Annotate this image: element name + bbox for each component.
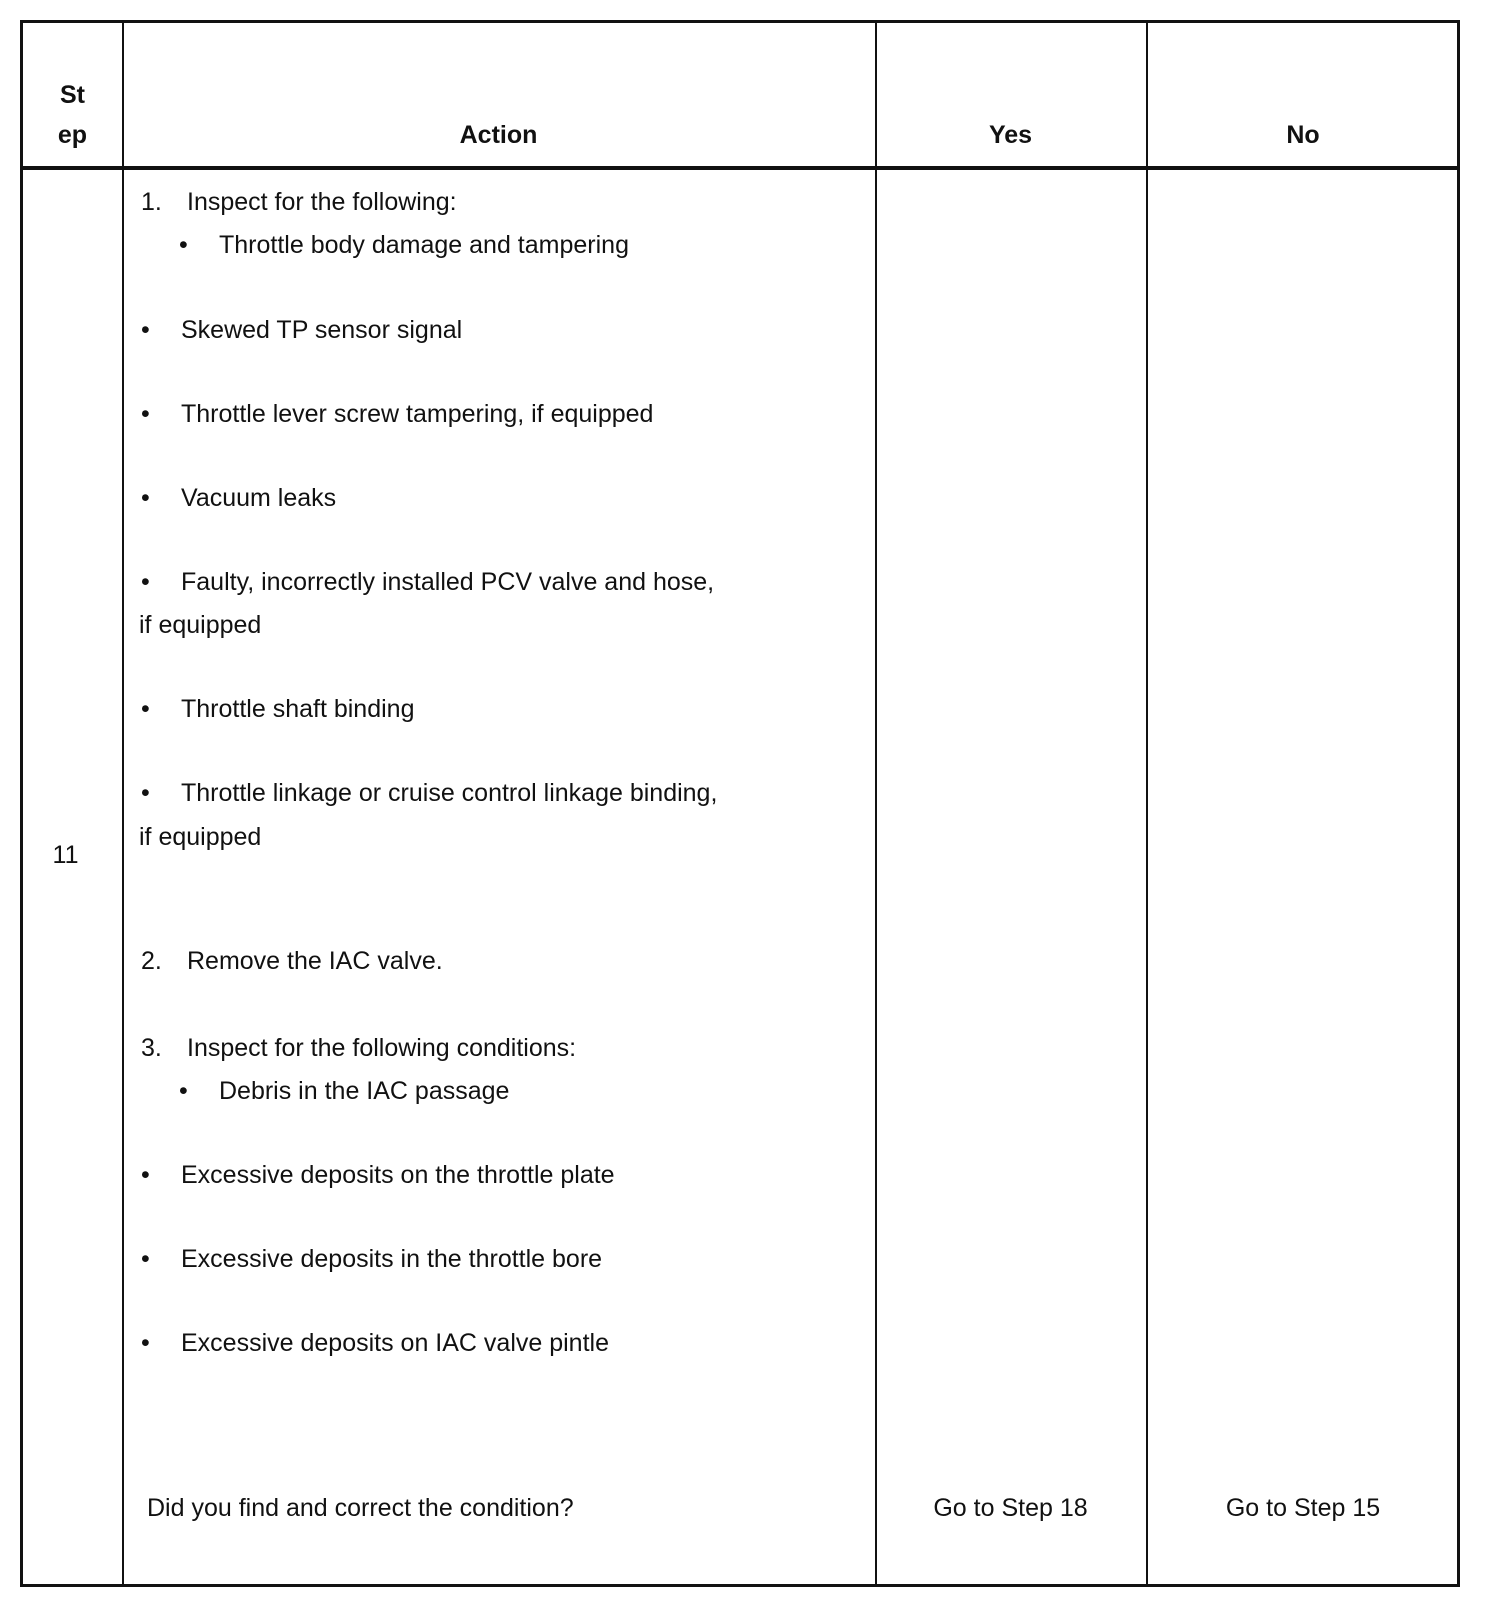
diagnostic-table bbox=[20, 20, 1460, 1587]
header-yes: Yes bbox=[988, 121, 1033, 149]
list-item: • Skewed TP sensor signal bbox=[141, 316, 463, 344]
list-item: • Debris in the IAC passage bbox=[179, 1077, 510, 1105]
list-item: • Throttle linkage or cruise control linkage binding, bbox=[141, 779, 718, 807]
list-item: • Faulty, incorrectly installed PCV valve and hose, bbox=[141, 568, 715, 596]
action-step-3: 3. Inspect for the following conditions: bbox=[141, 1034, 577, 1062]
question-text: Did you find and correct the condition? bbox=[147, 1494, 574, 1522]
action-step-1: 1. Inspect for the following: bbox=[141, 188, 457, 216]
column-divider-yes bbox=[1146, 23, 1148, 1584]
step-number: 11 bbox=[52, 841, 79, 869]
header-no: No bbox=[1286, 121, 1320, 149]
column-divider-action bbox=[875, 23, 877, 1584]
column-divider-step bbox=[122, 23, 124, 1584]
list-item: • Throttle shaft binding bbox=[141, 695, 415, 723]
list-item-continuation: if equipped bbox=[139, 823, 262, 851]
no-outcome: Go to Step 15 bbox=[1225, 1494, 1381, 1522]
action-step-2: 2. Remove the IAC valve. bbox=[141, 947, 443, 975]
list-item: • Excessive deposits on IAC valve pintle bbox=[141, 1329, 609, 1357]
list-item: • Throttle lever screw tampering, if equipped bbox=[141, 400, 654, 428]
header-step: St ep bbox=[57, 81, 88, 149]
list-item: • Excessive deposits in the throttle bore bbox=[141, 1245, 603, 1273]
list-item: • Vacuum leaks bbox=[141, 484, 337, 512]
header-divider bbox=[23, 166, 1457, 170]
list-item-continuation: if equipped bbox=[139, 611, 262, 639]
yes-outcome: Go to Step 18 bbox=[933, 1494, 1088, 1522]
header-action: Action bbox=[459, 121, 538, 149]
list-item: • Excessive deposits on the throttle plate bbox=[141, 1161, 615, 1189]
list-item: • Throttle body damage and tampering bbox=[179, 231, 629, 259]
